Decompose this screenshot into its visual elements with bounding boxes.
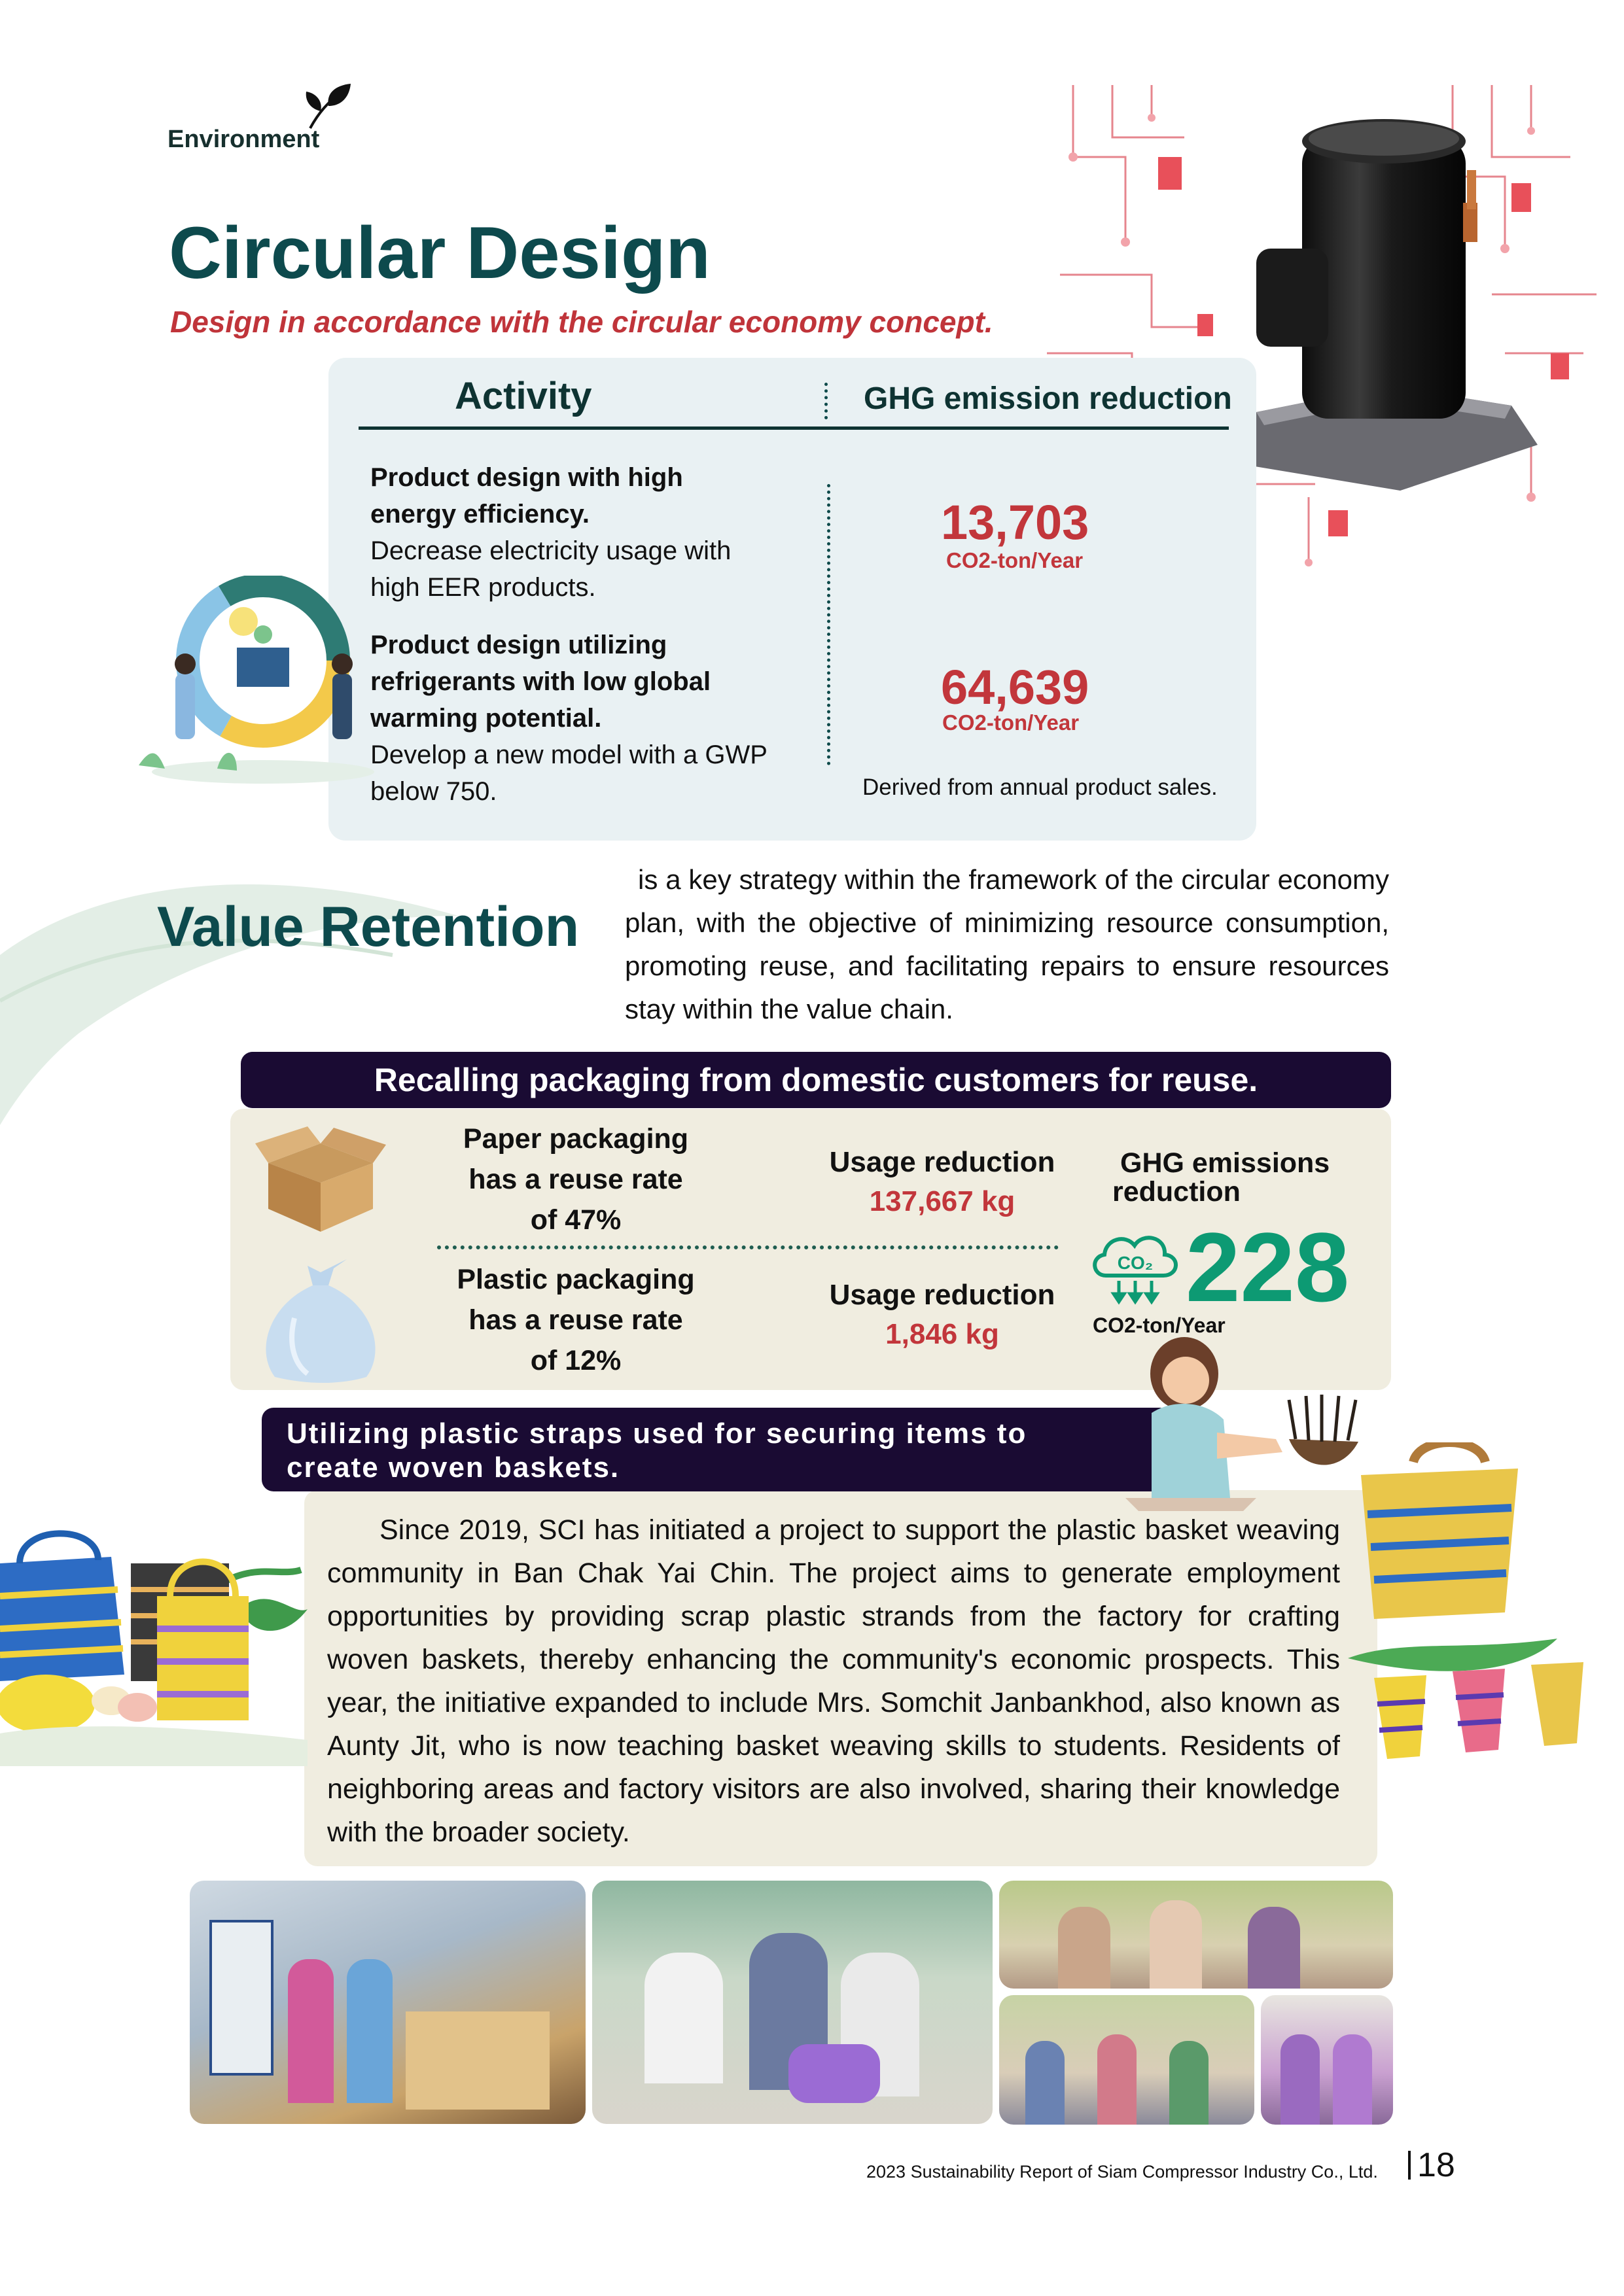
photo-visitors-group [999, 1995, 1254, 2125]
page-number: 18 [1417, 2146, 1455, 2184]
row-1-unit: CO2-ton/Year [946, 548, 1084, 572]
header-rule [359, 426, 1229, 430]
header-divider [824, 383, 828, 419]
packaging-heading: Recalling packaging from domestic customers for reuse. [241, 1052, 1391, 1108]
cardboard-box-icon [255, 1124, 386, 1235]
ghg-emissions-unit: CO2-ton/Year [1093, 1313, 1226, 1337]
section-label: Environment [168, 126, 320, 153]
page-title: Circular Design [169, 212, 711, 294]
plastic-usage-value: 1,846 kg [885, 1318, 999, 1350]
value-retention-title: Value Retention [157, 896, 580, 958]
row-1-value: 13,703 [941, 495, 1089, 549]
plastic-packaging-text: Plastic packaging has a reuse rate of 12% [457, 1264, 695, 1376]
activity-column-header: Activity [455, 375, 592, 417]
photo-aunty-jit [1261, 1995, 1393, 2125]
weaving-text: Since 2019, SCI has initiated a project to support the plastic basket weaving community in Ban Chak Yai Chin. The project aims to generate employment opportunities by providing scrap plastic strands from the factory for crafting woven baskets, thereby enhancing the community's economic prospects. This year, the initiative expanded to include Mrs. Somchit Janbankhod, also known as Aunty Jit, who is now teaching basket weaving skills to students. Residents of neighboring areas and factory visitors are also involved, sharing their knowledge with the broader society. [327, 1514, 1340, 1848]
paper-usage-label: Usage reduction [829, 1146, 1055, 1178]
packaging-divider [437, 1245, 1059, 1249]
value-retention-text: is a key strategy within the framework of the circular economy plan, with the objective of minimizing resource consumption, promoting reuse, and facilitating repairs to ensure resources stay within the value chain. [625, 864, 1389, 1024]
ghg-emissions-value: 228 [1186, 1212, 1350, 1322]
weaving-heading: Utilizing plastic straps used for securing items to create woven baskets. [262, 1408, 1171, 1491]
row-2-value: 64,639 [941, 660, 1089, 714]
footer-report-title: 2023 Sustainability Report of Siam Compressor Industry Co., Ltd. [866, 2162, 1378, 2182]
photo-students-weaving [592, 1881, 993, 2124]
plastic-usage-label: Usage reduction [829, 1279, 1055, 1311]
ghg-column-header: GHG emission reduction [864, 381, 1232, 416]
compressor-image [1230, 98, 1557, 491]
derivation-note: Derived from annual product sales. [862, 774, 1218, 800]
activity-row-1: Product design with high energy efficiency. Decrease electricity usage with high EER products. [370, 463, 732, 602]
baskets-right-image [1348, 1442, 1624, 1809]
co2-cloud-icon [1086, 1223, 1184, 1308]
page-subtitle: Design in accordance with the circular economy concept. [170, 305, 993, 339]
plastic-bag-icon [255, 1259, 386, 1383]
footer-divider [1408, 2151, 1411, 2180]
photo-community-group [999, 1881, 1393, 1989]
leaf-icon [301, 82, 353, 130]
ghg-emissions-label: GHG emissions reduction [1112, 1147, 1330, 1208]
circular-economy-illustration [139, 576, 387, 791]
paper-packaging-text: Paper packaging has a reuse rate of 47% [463, 1123, 689, 1236]
photo-exhibition-booth [190, 1881, 586, 2124]
paper-usage-value: 137,667 kg [869, 1185, 1015, 1217]
column-divider [827, 484, 830, 765]
co2-icon-label: CO₂ [1117, 1253, 1154, 1273]
activity-row-2: Product design utilizing refrigerants with low global warming potential. Develop a new model with a GWP below 750. [370, 631, 768, 806]
baskets-left-image [0, 1524, 308, 1766]
row-2-unit: CO2-ton/Year [942, 710, 1080, 735]
